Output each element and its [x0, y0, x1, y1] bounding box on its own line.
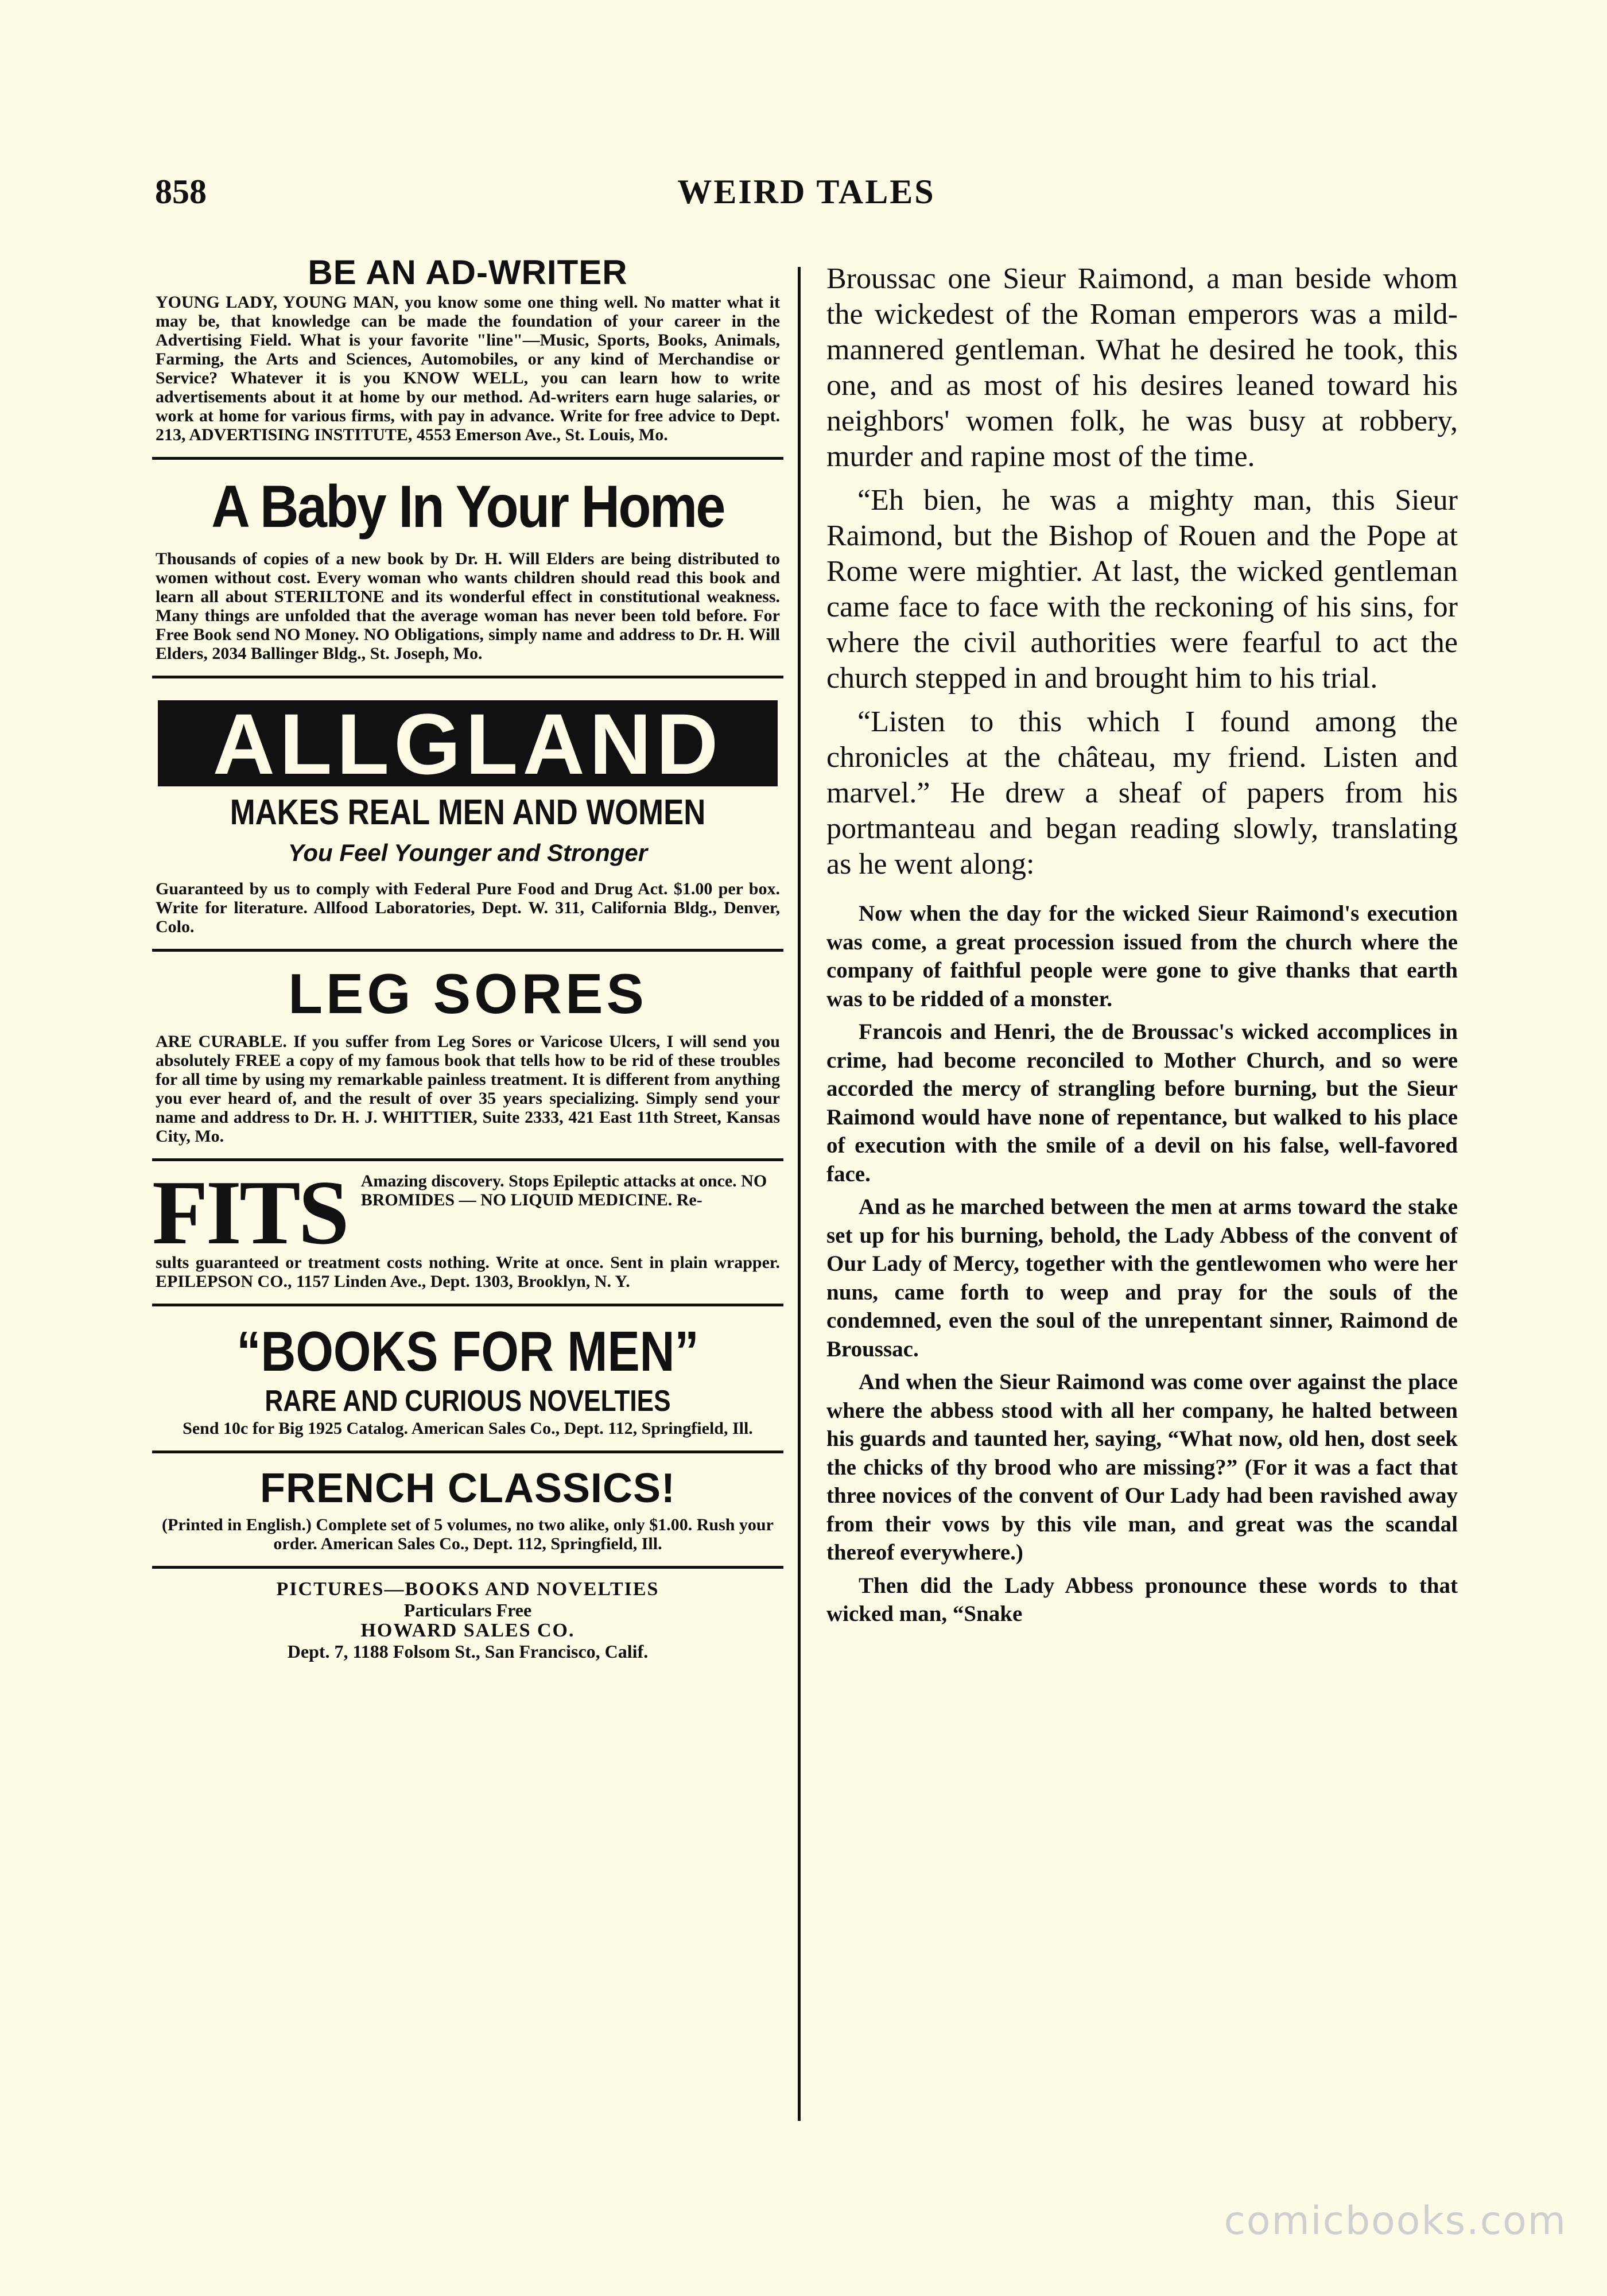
running-title: WEIRD TALES — [677, 173, 936, 211]
howard-sales-line1: PICTURES—BOOKS AND NOVELTIES — [276, 1578, 659, 1600]
books-for-men-advertisement — [152, 1319, 783, 1438]
howard-sales-line2: Particulars Free — [403, 1600, 532, 1620]
french-classics-headline: FRENCH CLASSICS! — [259, 1465, 676, 1511]
allgland-logo: ALLGLAND — [158, 700, 778, 786]
ad-divider — [152, 1566, 783, 1569]
story-column — [826, 261, 1458, 2121]
ad-divider — [152, 1304, 783, 1306]
allgland-advertisement — [152, 700, 783, 936]
howard-sales-line4: Dept. 7, 1188 Folsom St., San Francisco, Calif. — [287, 1641, 649, 1662]
chronicle-paragraph: Now when the day for the wicked Sieur Raimond's execution was come, a great procession issued from the church where the company of faithful people were gone to give thanks that earth was to be ridded of a monster. — [826, 901, 1458, 1011]
books-for-men-headline: “BOOKS FOR MEN” — [236, 1320, 699, 1383]
chronicle-paragraph: And when the Sieur Raimond was come over against the place where the abbess stood with all her company, he halted between his guards and taunted her, saying, “What now, old hen, dost seek the chicks of thy brood who are missing?” (For it was a fact that three novices of the convent of Our Lady had been ravished away from their vows by this vile man, and great was the scandal thereof everywhere.) — [826, 1370, 1458, 1565]
howard-sales-line3: HOWARD SALES CO. — [360, 1620, 575, 1641]
fits-side-text: Amazing discovery. Stops Epileptic attacks at once. NO BROMIDES — NO LIQUID MEDICINE. Re- — [360, 1172, 767, 1209]
chronicle-paragraph: Francois and Henri, the de Broussac's wicked accomplices in crime, had become reconciled to Mother Church, and so were accorded the mercy of strangling before burning, but the Sieur Raimond would have none of repentance, but walked to his place of execution with the smile of a devil on his false, well-favored face. — [826, 1019, 1458, 1186]
french-classics-advertisement — [152, 1464, 783, 1553]
ad-writer-body: YOUNG LADY, YOUNG MAN, you know some one thing well. No matter what it may be, that knowledge can be made the foundation of your career in the Advertising Field. What is your favorite "line"—Music, Sports, Books, Animals, Farming, the Arts and Sciences, Automobiles, or any kind of Merchandise or Service? Whatever it is you KNOW WELL, you can learn how to write advertisements about it at home by our method. Ad-writers earn huge salaries, or work at home for various firms, with pay in advance. Write for free advice to Dept. 213, ADVERTISING INSTITUTE, 4553 Emerson Ave., St. Louis, Mo. — [156, 293, 780, 444]
allgland-body: Guaranteed by us to comply with Federal Pure Food and Drug Act. $1.00 per box. Write for literature. Allfood Laboratories, Dept. W. 311, California Bldg., Denver, Colo. — [156, 879, 780, 936]
story-paragraph: “Eh bien, he was a mighty man, this Sieur Raimond, but the Bishop of Rouen and the Pope at Rome were mightier. At last, the wicked gentleman came face to face with the reckoning of his sins, for where the civil authorities were fearful to act the church stepped in and brought him to his trial. — [826, 484, 1458, 695]
howard-sales-advertisement — [152, 1579, 783, 1662]
french-classics-body: (Printed in English.) Complete set of 5 volumes, no two alike, only $1.00. Rush your order. American Sales Co., Dept. 112, Springfield, Ill. — [162, 1515, 774, 1553]
fits-body: sults guaranteed or treatment costs nothing. Write at once. Sent in plain wrapper. EPILEPSON CO., 1157 Linden Ave., Dept. 1303, Brooklyn, N. Y. — [156, 1253, 780, 1291]
leg-sores-advertisement — [152, 960, 783, 1146]
story-paragraph: “Listen to this which I found among the chronicles at the château, my friend. Listen and marvel.” He drew a sheaf of papers from his portmanteau and began reading slowly, translating as he went along: — [826, 705, 1458, 881]
baby-headline: A Baby In Your Home — [211, 474, 724, 540]
books-for-men-body: Send 10c for Big 1925 Catalog. American Sales Co., Dept. 112, Springfield, Ill. — [183, 1419, 753, 1438]
ad-divider — [152, 1450, 783, 1453]
page-number: 858 — [155, 173, 207, 211]
fits-advertisement — [152, 1161, 783, 1291]
ad-divider — [152, 949, 783, 952]
leg-sores-headline: LEG SORES — [288, 962, 647, 1025]
advertisement-column — [152, 253, 783, 2135]
ad-divider — [152, 676, 783, 678]
chronicle-paragraph: Then did the Lady Abbess pronounce these words to that wicked man, “Snake — [826, 1573, 1458, 1626]
chronicle-paragraph: And as he marched between the men at arms toward the stake set up for his burning, behold, the Lady Abbess of the convent of Our Lady of Mercy, together with the gentlewomen who were her nuns, came forth to weep and pray for the souls of the condemned, even the soul of the unrepentant sinner, Raimond de Broussac. — [826, 1194, 1458, 1362]
watermark: comicbooks.com — [1224, 2198, 1567, 2244]
fits-headline: FITS — [152, 1161, 347, 1263]
baby-advertisement — [152, 472, 783, 663]
chronicle-excerpt — [826, 899, 1458, 1628]
baby-body: Thousands of copies of a new book by Dr. H. Will Elders are being distributed to women without cost. Every woman who wants children should read this book and learn all about STERILTONE and its wonderful effect in constitutional weakness. Many things are unfolded that the average woman has never been told before. For Free Book send NO Money. NO Obligations, simply name and address to Dr. H. Will Elders, 2034 Ballinger Bldg., St. Joseph, Mo. — [156, 549, 780, 663]
allgland-subhead: MAKES REAL MEN AND WOMEN — [230, 793, 706, 832]
allgland-tagline: You Feel Younger and Stronger — [288, 839, 648, 866]
ad-writer-headline: BE AN AD-WRITER — [308, 253, 628, 292]
story-paragraph: Broussac one Sieur Raimond, a man beside whom the wickedest of the Roman emperors was a mild-mannered gentleman. What he desired he took, this one, and as most of his desires leaned toward his neighbors' women folk, he was busy at robbery, murder and rapine most of the time. — [826, 262, 1458, 473]
page-header — [155, 172, 1458, 218]
books-for-men-subhead: RARE AND CURIOUS NOVELTIES — [265, 1384, 671, 1418]
leg-sores-body: ARE CURABLE. If you suffer from Leg Sores or Varicose Ulcers, I will send you absolutely FREE a copy of my famous book that tells how to be rid of these troubles for all time by using my remarkable painless treatment. It is different from anything you ever heard of, and the result of over 35 years specializing. Simply send your name and address to Dr. H. J. WHITTIER, Suite 2333, 421 East 11th Street, Kansas City, Mo. — [156, 1032, 780, 1146]
column-divider — [798, 267, 801, 2121]
ad-writer-advertisement — [152, 253, 783, 444]
ad-divider — [152, 457, 783, 460]
